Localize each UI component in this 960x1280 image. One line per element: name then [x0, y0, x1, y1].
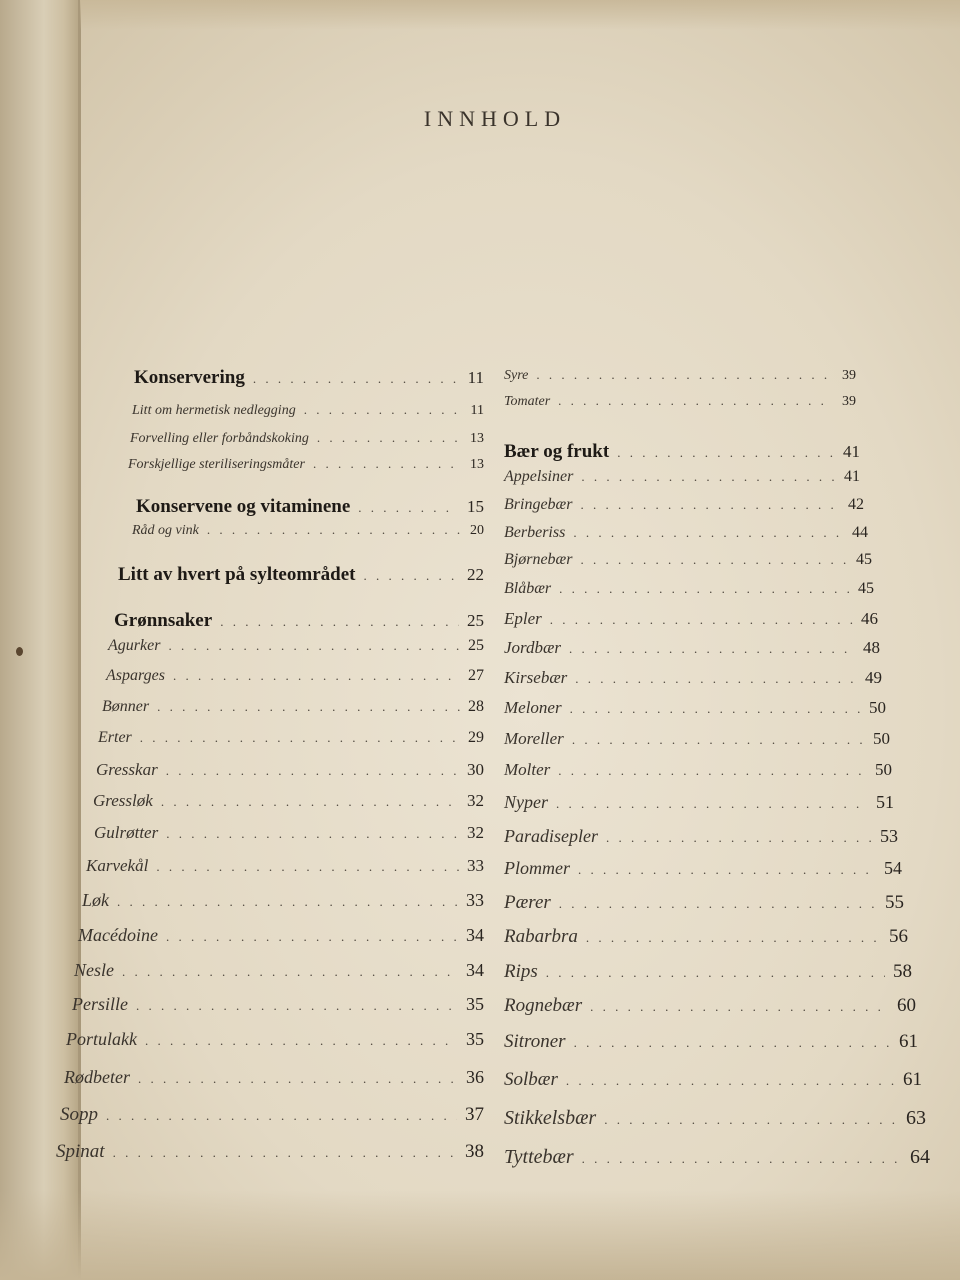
- toc-entry: [56, 1141, 484, 1167]
- toc-entry-label: Rabarbra: [504, 926, 578, 947]
- toc-entry-label: Råd og vink: [132, 523, 199, 538]
- toc-entry-label: Bringebær: [504, 496, 573, 513]
- toc-page-number: 32: [467, 791, 484, 810]
- toc-entry-label: Forvelling eller forbåndskoking: [130, 431, 309, 446]
- toc-entry: [504, 1031, 918, 1057]
- toc-page-number: 33: [466, 890, 484, 910]
- toc-page-number: 28: [468, 698, 484, 715]
- toc-entry: [504, 995, 916, 1021]
- dot-leader: [558, 393, 834, 409]
- dot-leader: [113, 1145, 457, 1161]
- toc-entry: [130, 430, 484, 456]
- toc-entry-label: Meloner: [504, 698, 562, 717]
- toc-entry: [504, 826, 898, 852]
- top-shadow: [80, 0, 960, 30]
- dot-leader: [556, 796, 868, 812]
- toc-entry: [504, 961, 912, 987]
- toc-entry: [78, 925, 484, 951]
- toc-entry-label: Epler: [504, 609, 542, 628]
- toc-entry-label: Gressløk: [93, 791, 153, 810]
- toc-page-number: 11: [470, 403, 484, 418]
- toc-entry: [98, 729, 484, 755]
- dot-leader: [559, 896, 877, 912]
- toc-entry: [504, 609, 878, 635]
- dot-leader: [304, 402, 463, 418]
- toc-page-number: 39: [842, 394, 856, 409]
- toc-entry: [132, 522, 484, 548]
- dot-leader: [558, 763, 867, 779]
- toc-page-number: 36: [466, 1067, 484, 1087]
- dot-leader: [140, 730, 460, 746]
- toc-entry-label: Blåbær: [504, 580, 552, 597]
- toc-entry-label: Molter: [504, 760, 551, 779]
- toc-page-number: 25: [468, 637, 484, 654]
- toc-entry-label: Pærer: [504, 892, 551, 913]
- toc-entry: [102, 698, 484, 724]
- toc-entry-label: Portulakk: [66, 1029, 137, 1049]
- toc-entry: [504, 551, 872, 577]
- toc-entry: [504, 698, 886, 724]
- toc-entry-label: Løk: [82, 890, 109, 910]
- toc-entry-label: Gresskar: [96, 760, 158, 779]
- dot-leader: [574, 1035, 891, 1051]
- toc-page-number: 27: [468, 667, 484, 684]
- dot-leader: [572, 732, 865, 748]
- toc-entry-label: Berberiss: [504, 524, 566, 541]
- toc-page-number: 53: [880, 826, 898, 846]
- toc-page-number: 54: [884, 858, 902, 878]
- toc-page-number: 61: [903, 1069, 922, 1090]
- toc-entry-label: Appelsiner: [504, 468, 574, 485]
- dot-leader: [253, 371, 460, 387]
- dot-leader: [106, 1108, 457, 1124]
- dot-leader: [580, 497, 840, 513]
- toc-page-number: 49: [865, 668, 882, 687]
- toc-page-number: 33: [467, 856, 484, 875]
- paper-spot: [16, 647, 23, 656]
- toc-entry: [60, 1104, 484, 1130]
- toc-entry: [108, 637, 484, 663]
- dot-leader: [166, 763, 459, 779]
- dot-leader: [536, 367, 834, 383]
- toc-section-heading: [504, 441, 860, 467]
- dot-leader: [207, 522, 462, 538]
- toc-entry: [504, 668, 882, 694]
- dot-leader: [317, 430, 462, 446]
- toc-entry-label: Nesle: [74, 960, 114, 980]
- toc-page-number: 45: [858, 580, 874, 597]
- dot-leader: [580, 552, 848, 568]
- toc-entry-label: Asparges: [106, 667, 165, 684]
- toc-entry: [504, 760, 892, 786]
- toc-entry: [504, 792, 894, 818]
- toc-page-number: 37: [465, 1104, 484, 1125]
- toc-entry: [64, 1067, 484, 1093]
- toc-entry: [96, 760, 484, 786]
- dot-leader: [590, 999, 889, 1015]
- dot-leader: [573, 525, 844, 541]
- toc-page-number: 58: [893, 961, 912, 982]
- dot-leader: [117, 894, 458, 910]
- toc-entry-label: Persille: [72, 994, 128, 1014]
- toc-entry: [82, 890, 484, 916]
- dot-leader: [136, 998, 458, 1014]
- dot-leader: [559, 581, 850, 597]
- dot-leader: [550, 612, 853, 628]
- toc-section-heading: [134, 367, 484, 393]
- toc-page-number: 25: [467, 611, 484, 630]
- dot-leader: [578, 862, 876, 878]
- toc-entry: [504, 1107, 926, 1133]
- toc-page-number: 51: [876, 792, 894, 812]
- toc-entry-label: Sitroner: [504, 1031, 566, 1052]
- toc-entry: [74, 960, 484, 986]
- dot-leader: [575, 671, 857, 687]
- dot-leader: [606, 830, 872, 846]
- dot-leader: [570, 701, 861, 717]
- toc-page-number: 29: [468, 729, 484, 746]
- toc-entry: [504, 393, 856, 419]
- toc-entry-label: Litt av hvert på sylteområdet: [118, 564, 356, 585]
- dot-leader: [122, 964, 458, 980]
- toc-entry: [72, 994, 484, 1020]
- dot-leader: [138, 1071, 458, 1087]
- toc-page-number: 46: [861, 609, 878, 628]
- toc-page-number: 55: [885, 892, 904, 913]
- toc-entry: [504, 892, 904, 918]
- page-title: INNHOLD: [423, 106, 567, 131]
- dot-leader: [363, 568, 459, 584]
- toc-entry-label: Stikkelsbær: [504, 1107, 597, 1129]
- toc-entry-label: Agurker: [108, 637, 161, 654]
- toc-section-heading: [114, 610, 484, 636]
- dot-leader: [358, 500, 459, 516]
- dot-leader: [166, 826, 459, 842]
- toc-section-heading: [136, 496, 484, 522]
- toc-entry-label: Litt om hermetisk nedlegging: [132, 403, 296, 418]
- toc-page-number: 56: [889, 926, 908, 947]
- dot-leader: [220, 614, 459, 630]
- toc-page-number: 42: [848, 496, 864, 513]
- dot-leader: [156, 859, 459, 875]
- dot-leader: [604, 1112, 898, 1128]
- toc-entry-label: Konservene og vitaminene: [136, 496, 351, 517]
- toc-entry: [128, 456, 484, 482]
- toc-page-number: 15: [467, 497, 484, 516]
- dot-leader: [569, 641, 855, 657]
- toc-entry: [86, 856, 484, 882]
- toc-entry: [504, 926, 908, 952]
- toc-entry: [132, 402, 484, 428]
- toc-page-number: 35: [466, 1029, 484, 1049]
- toc-page-number: 39: [842, 368, 856, 383]
- dot-leader: [168, 638, 460, 654]
- toc-page-number: 35: [466, 994, 484, 1014]
- toc-page-number: 41: [844, 468, 860, 485]
- toc-entry: [504, 638, 880, 664]
- toc-entry-label: Spinat: [56, 1141, 105, 1162]
- toc-page-number: 20: [470, 523, 484, 538]
- toc-entry: [106, 667, 484, 693]
- toc-section-heading: [118, 564, 484, 590]
- toc-page-number: 48: [863, 638, 880, 657]
- toc-page-number: 44: [852, 524, 868, 541]
- toc-page-number: 60: [897, 995, 916, 1016]
- toc-entry: [504, 1146, 930, 1172]
- toc-entry-label: Rognebær: [504, 995, 583, 1016]
- toc-page-number: 11: [467, 368, 484, 387]
- toc-page-number: 63: [906, 1107, 926, 1129]
- toc-entry: [504, 524, 868, 550]
- toc-entry-label: Syre: [504, 368, 529, 383]
- dot-leader: [161, 794, 459, 810]
- toc-page-number: 34: [466, 925, 484, 945]
- toc-entry-label: Karvekål: [86, 856, 149, 875]
- toc-page-number: 61: [899, 1031, 918, 1052]
- dot-leader: [173, 668, 460, 684]
- toc-page-number: 13: [470, 431, 484, 446]
- toc-page-number: 50: [873, 729, 890, 748]
- toc-entry-label: Gulrøtter: [94, 823, 159, 842]
- toc-page-number: 30: [467, 760, 484, 779]
- toc-page-number: 41: [843, 442, 860, 461]
- toc-page-number: 64: [910, 1146, 930, 1168]
- toc-page-number: 45: [856, 551, 872, 568]
- toc-entry: [504, 496, 864, 522]
- toc-entry: [504, 367, 856, 393]
- dot-leader: [166, 929, 458, 945]
- dot-leader: [582, 1151, 902, 1167]
- toc-entry-label: Macédoine: [78, 925, 158, 945]
- toc-entry-label: Rips: [504, 961, 538, 982]
- toc-entry: [94, 823, 484, 849]
- toc-entry: [504, 580, 874, 606]
- toc-entry-label: Erter: [98, 729, 132, 746]
- toc-page-number: 34: [466, 960, 484, 980]
- toc-page-number: 13: [470, 457, 484, 472]
- toc-entry-label: Rødbeter: [64, 1067, 130, 1087]
- dot-leader: [313, 456, 462, 472]
- toc-entry-label: Paradisepler: [504, 826, 598, 846]
- toc-entry-label: Tyttebær: [504, 1146, 574, 1168]
- toc-entry-label: Plommer: [504, 858, 570, 878]
- dot-leader: [581, 469, 836, 485]
- toc-entry-label: Forskjellige steriliseringsmåter: [128, 457, 305, 472]
- toc-entry-label: Bjørnebær: [504, 551, 573, 568]
- toc-page-number: 32: [467, 823, 484, 842]
- bottom-shadow: [0, 1190, 960, 1280]
- toc-page-number: 22: [467, 565, 484, 584]
- toc-entry-label: Sopp: [60, 1104, 98, 1125]
- toc-entry-label: Bær og frukt: [504, 441, 610, 462]
- dot-leader: [157, 699, 460, 715]
- dot-leader: [546, 965, 885, 981]
- toc-entry: [504, 858, 902, 884]
- toc-page-number: 50: [875, 760, 892, 779]
- dot-leader: [617, 445, 835, 461]
- toc-page-number: 50: [869, 698, 886, 717]
- toc-entry-label: Solbær: [504, 1069, 558, 1090]
- toc-entry-label: Kirsebær: [504, 668, 568, 687]
- dot-leader: [586, 930, 881, 946]
- toc-entry: [504, 729, 890, 755]
- toc-entry-label: Konservering: [134, 367, 245, 388]
- toc-entry: [504, 1069, 922, 1095]
- toc-entry-label: Tomater: [504, 394, 551, 409]
- toc-entry: [66, 1029, 484, 1055]
- toc-entry-label: Jordbær: [504, 638, 561, 657]
- toc-entry: [93, 791, 484, 817]
- toc-entry-label: Grønnsaker: [114, 610, 213, 631]
- toc-page-number: 38: [465, 1141, 484, 1162]
- dot-leader: [145, 1033, 458, 1049]
- toc-entry: [504, 468, 860, 494]
- toc-entry-label: Bønner: [102, 698, 150, 715]
- toc-entry-label: Moreller: [504, 729, 564, 748]
- dot-leader: [566, 1073, 895, 1089]
- toc-entry-label: Nyper: [504, 792, 548, 812]
